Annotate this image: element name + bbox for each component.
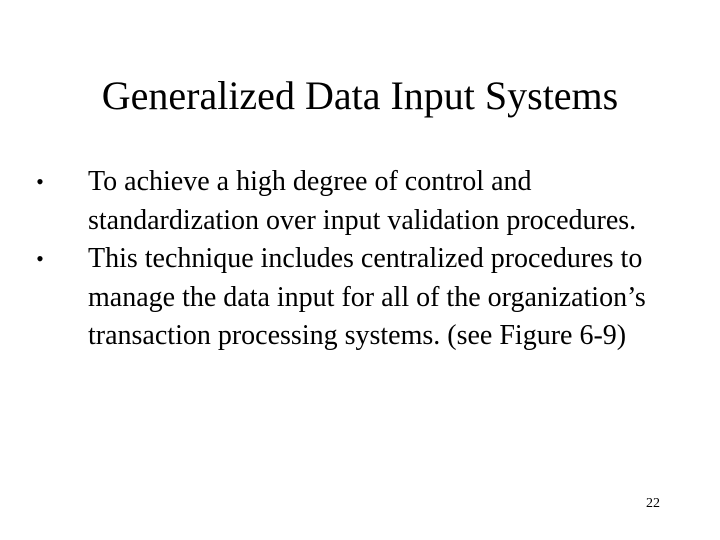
- bullet-icon: •: [36, 169, 44, 194]
- bullet-item: [30, 163, 670, 240]
- bullet-list: [30, 163, 670, 356]
- bullet-icon: •: [36, 246, 44, 271]
- slide-title: Generalized Data Input Systems: [101, 73, 619, 118]
- bullet-text: To achieve a high degree of control and standardization over input validation procedures.: [88, 166, 637, 236]
- page-number: 22: [646, 496, 660, 511]
- bullet-text: This technique includes centralized procedures to manage the data input for all of the organization’s transaction processing systems. (see Figure 6-9): [88, 243, 646, 351]
- bullet-item: [30, 240, 670, 356]
